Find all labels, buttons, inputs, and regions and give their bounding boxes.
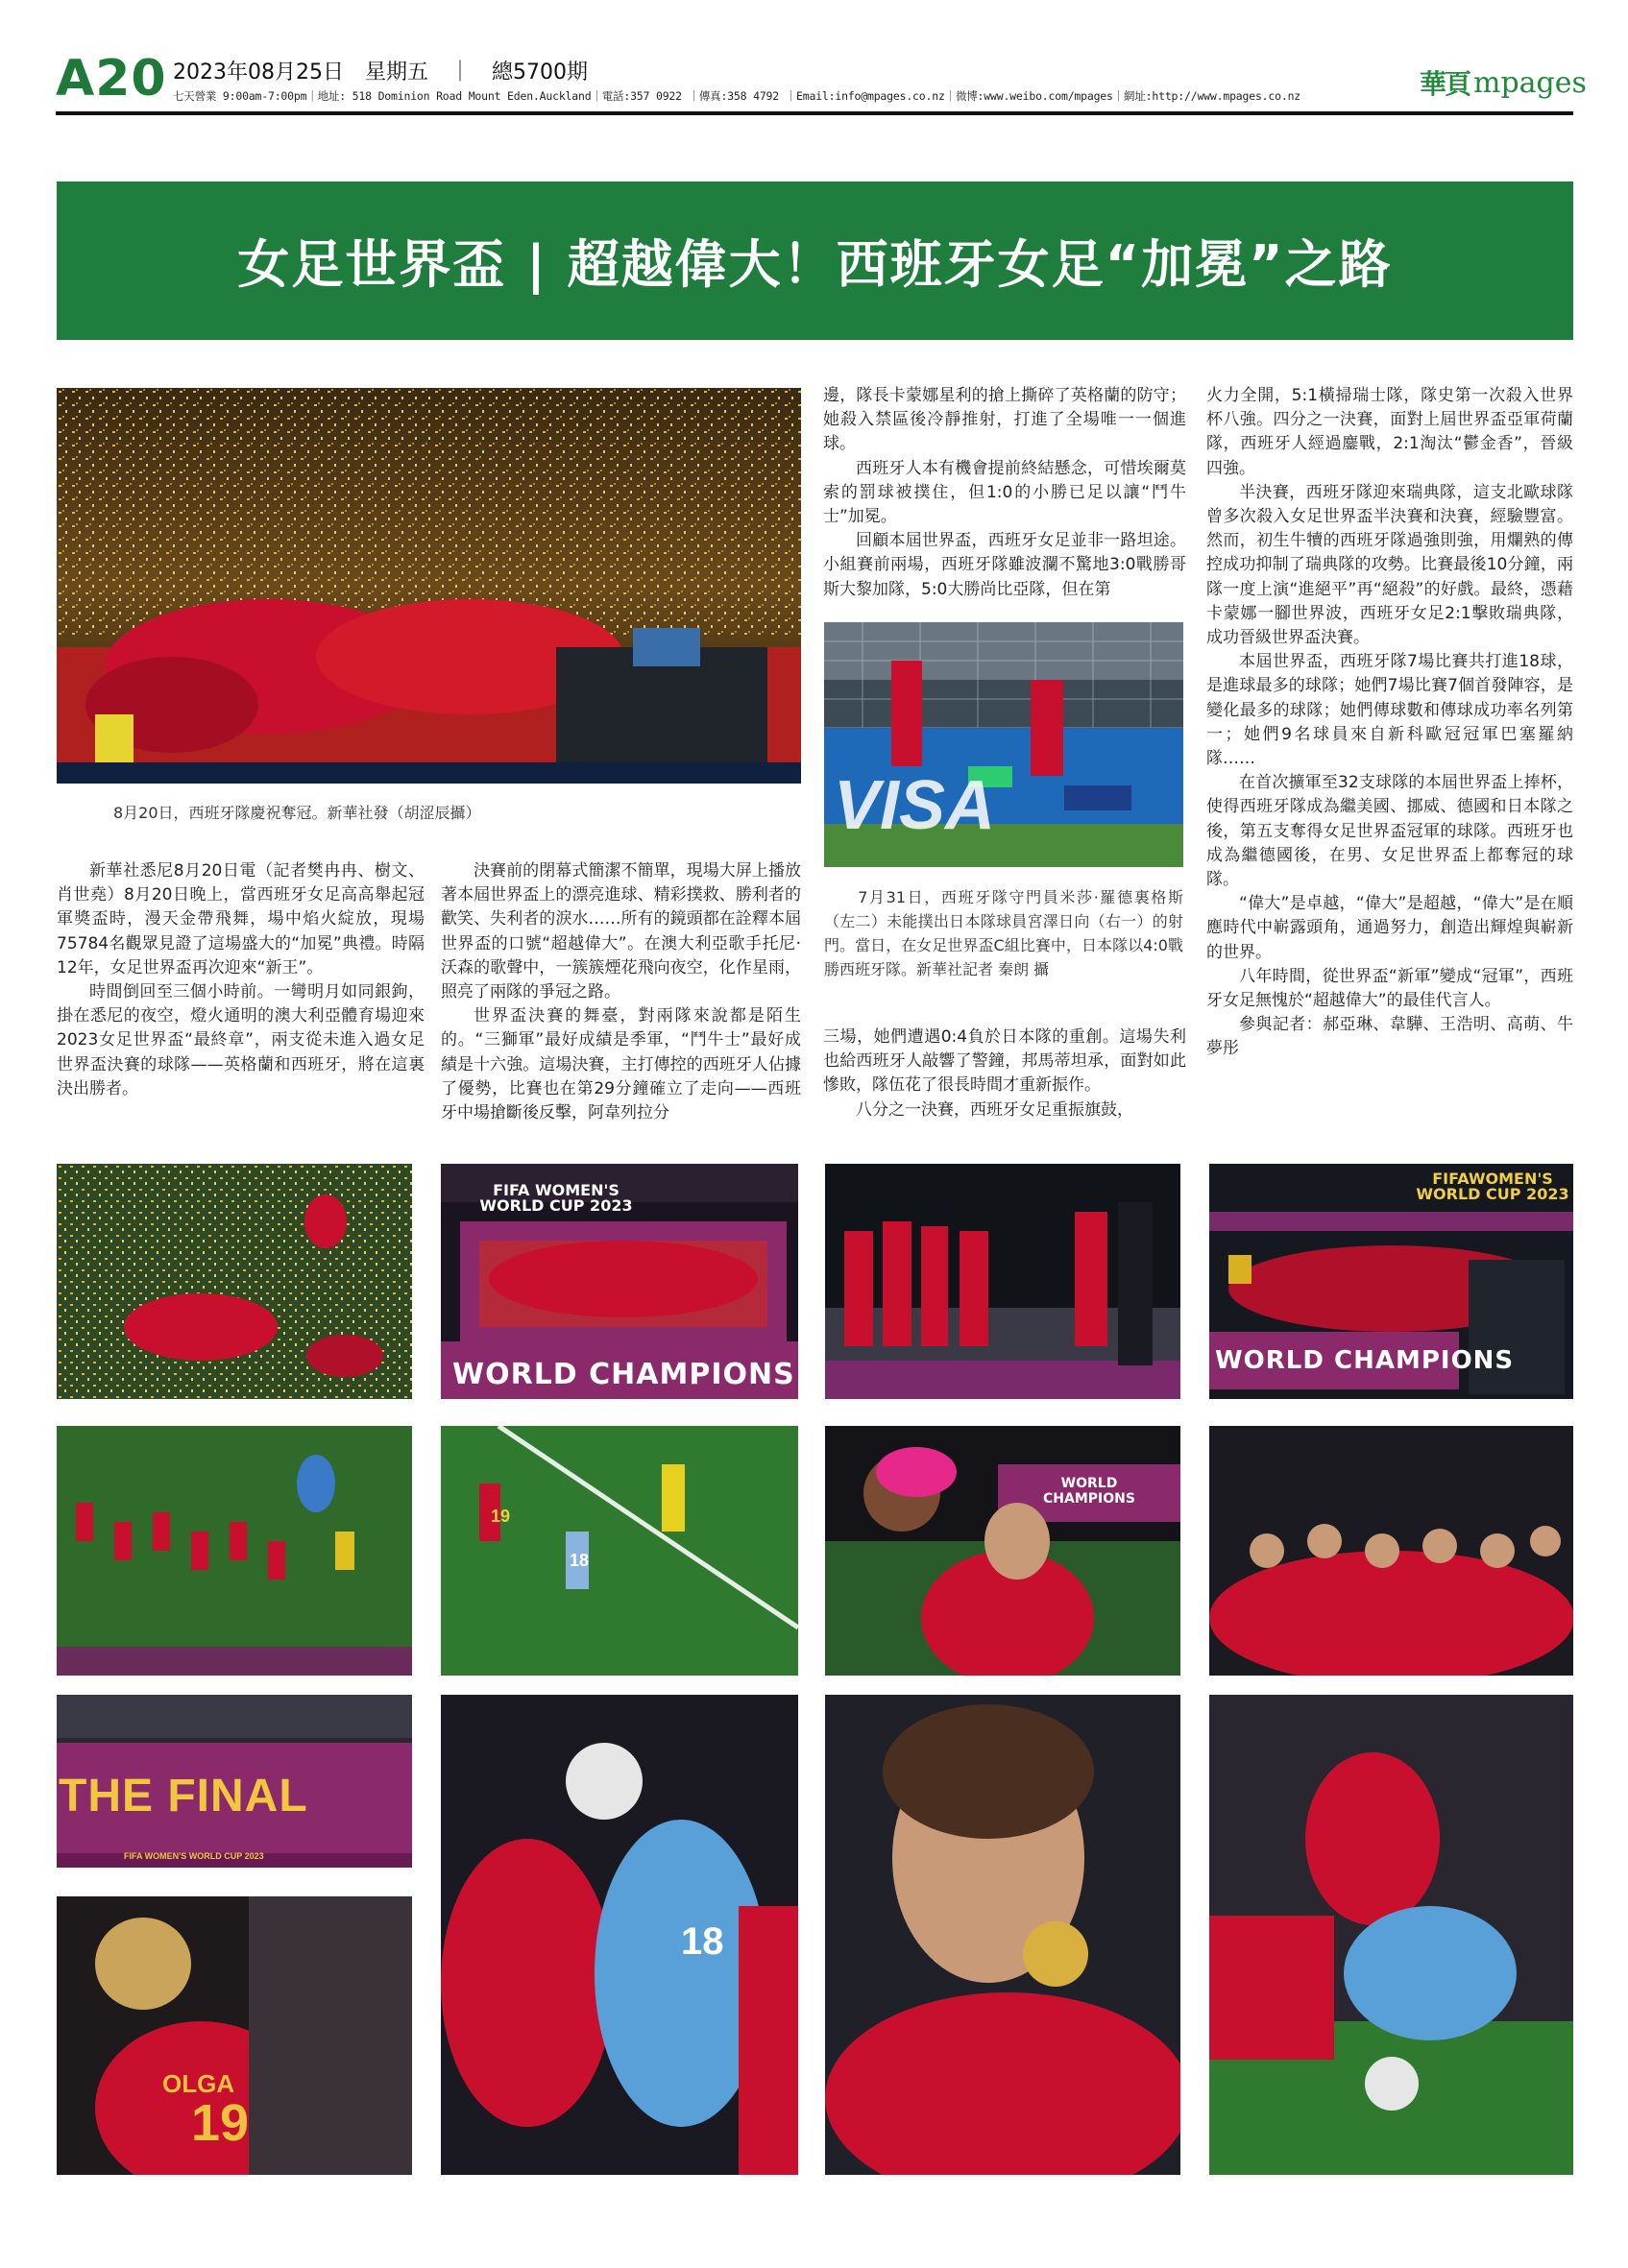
issue-date-line: 2023年08月25日 星期五 ｜ 總5700期 xyxy=(173,60,588,84)
paragraph: 三場，她們遭遇0:4負於日本隊的重創。這場失利也給西班牙人敲響了警鐘，邦馬蒂坦承，面對如此慘敗，隊伍花了很長時間才重新振作。 xyxy=(823,1027,1186,1096)
photo-olga-carmona xyxy=(57,1896,412,2175)
page-number: A20 xyxy=(56,50,167,108)
photo-the-final-board xyxy=(57,1695,412,1868)
paragraph: 火力全開，5:1橫掃瑞士隊，隊史第一次殺入世界杯八強。四分之一決賽，面對上屆世界盃亞軍荷蘭隊，西班牙人經過鏖戰，2:1淘汰“鬱金香”，晉級四強。 xyxy=(1206,386,1573,478)
paragraph: 八分之一決賽，西班牙女足重振旗鼓， xyxy=(856,1099,1133,1120)
photo-confetti-field xyxy=(57,1164,412,1399)
article-column-3-top xyxy=(823,384,1186,605)
the-final-subtext: FIFA WOMEN'S WORLD CUP 2023 xyxy=(124,1851,264,1861)
paragraph: 本屆世界盃，西班牙隊7場比賽共打進18球，是進球最多的球隊；她們7場比賽7個首發陣容，是變化最多的球隊；她們傳球數和傳球成功率名列第一；她們9名球員來自新科歐冠冠軍巴塞羅納隊…… xyxy=(1206,652,1573,769)
article-column-3-bottom xyxy=(823,1025,1186,1141)
main-photo-caption: 8月20日，西班牙隊慶祝奪冠。新華社發（胡涩辰攝） xyxy=(113,804,481,822)
world-champions-board: WORLD CHAMPIONS xyxy=(1215,1346,1515,1375)
paragraph: 世界盃決賽的舞臺，對兩隊來說都是陌生的。“三獅軍”最好成績是季軍，“鬥牛士”最好成績是十六強。這場決賽，主打傳控的西班牙人佔據了優勢，比賽也在第29分鐘確立了走向——西班牙中場搶斷後反擊，阿韋列拉分 xyxy=(441,1006,801,1123)
world-champions-board: WORLD CHAMPIONS xyxy=(1043,1476,1135,1507)
paragraph: 時間倒回至三個小時前。一彎明月如同銀鉤，掛在悉尼的夜空，燈火通明的澳大利亞體育場迎來2023女足世界盃“最終章”，兩支從未進入過女足世界盃決賽的球隊——英格蘭和西班牙，將在這裏決出勝者。 xyxy=(57,982,425,1098)
shirt-number: 18 xyxy=(681,1920,724,1963)
fifa-wwc-logo-text: FIFA WOMEN'S WORLD CUP 2023 xyxy=(479,1181,633,1215)
visa-board-text: VISA xyxy=(834,767,996,844)
paragraph: 西班牙人本有機會提前終結懸念，可惜埃爾莫索的罰球被撲住，但1:0的小勝已足以讓“鬥牛士”加冕。 xyxy=(823,458,1186,527)
photo-players-celebrate-stage xyxy=(825,1164,1180,1399)
logo-cjk-text: 華頁 xyxy=(1420,68,1470,100)
match-photo-japan-goal xyxy=(824,622,1183,867)
paragraph: 在首次擴軍至32支球隊的本屆世界盃上捧杯，使得西班牙隊成為繼美國、挪威、德國和日本隊之後，第五支奪得女足世界盃冠軍的球隊。西班牙也成為繼德國後，在男、女足世界盃上都奪冠的球隊。 xyxy=(1206,773,1573,890)
reporters-credit: 參與記者：郝亞琳、韋驊、王浩明、高萌、牛夢彤 xyxy=(1206,1015,1573,1059)
paragraph: 邊，隊長卡蒙娜星利的搶上撕碎了英格蘭的防守；她殺入禁區後冷靜推射，打進了全場唯一一個進球。 xyxy=(823,386,1186,454)
shirt-number: 19 xyxy=(191,2094,250,2152)
photo-selfie xyxy=(825,1426,1180,1676)
paragraph: “偉大”是卓越，“偉大”是超越，“偉大”是在順應時代中嶄露頭角，通過努力，創造出輝煌與嶄新的世界。 xyxy=(1206,894,1573,962)
match-photo-caption: 7月31日，西班牙隊守門員米莎·羅德裏格斯（左二）未能撲出日本隊球員宮澤日向（右一）的射門。當日，在女足世界盃C組比賽中，日本隊以4:0戰勝西班牙隊。新華社記者 秦朗 攝 xyxy=(824,888,1183,978)
the-final-text: THE FINAL xyxy=(59,1771,308,1822)
shirt-name: OLGA xyxy=(162,2069,235,2098)
mpages-logo[interactable] xyxy=(1420,63,1587,102)
world-champions-board: WORLD CHAMPIONS xyxy=(452,1358,795,1391)
paragraph: 決賽前的閉幕式簡潔不簡單，現場大屏上播放著本屆世界盃上的漂亮進球、精彩撲救、勝利者的歡笑、失利者的淚水……所有的鏡頭都在詮釋本屆世界盃的口號“超越偉大”。在澳大利亞歌手托尼·沃森的歌聲中，一簇簇煙花飛向夜空，化作星雨，照亮了兩隊的爭冠之路。 xyxy=(441,861,801,1002)
logo-en-text: mpages xyxy=(1473,65,1587,100)
contact-info-line: 七天營業 9:00am-7:00pm｜地址: 518 Dominion Road Mount Eden.Auckland｜電話:357 0922 ｜傳真:358 4792 ｜Email:info@mpages.co.nz｜微博:www.weibo.com/mpages｜網址:http://www.mpages.co.nz xyxy=(173,89,1301,103)
shirt-number: 18 xyxy=(570,1551,590,1570)
photo-tackle xyxy=(1209,1695,1573,2175)
paragraph: 八年時間，從世界盃“新軍”變成“冠軍”，西班牙女足無愧於“超越偉大”的最佳代言人。 xyxy=(1206,966,1573,1011)
fifa-wwc-logo-text: FIFAWOMEN'S WORLD CUP 2023 xyxy=(1416,1170,1569,1203)
paragraph: 半決賽，西班牙隊迎來瑞典隊，這支北歐球隊曾多次殺入女足世界盃半決賽和決賽，經驗豐富。然而，初生牛犢的西班牙隊過強則強，用爛熟的傳控成功抑制了瑞典隊的攻勢。比賽最後10分鐘，兩隊一度上演“進絕平”再“絕殺”的好戲。最終，憑藉卡蒙娜一腳世界波，西班牙女足2:1擊敗瑞典隊，成功晉級世界盃決賽。 xyxy=(1206,482,1573,648)
photo-trophy-stage xyxy=(441,1164,798,1399)
shirt-number: 19 xyxy=(491,1507,511,1526)
article-column-4 xyxy=(1206,384,1573,1143)
article-column-2 xyxy=(441,859,801,1138)
paragraph: 新華社悉尼8月20日電（記者樊冉冉、樹文、肖世堯）8月20日晚上，當西班牙女足高高舉起冠軍獎盃時，漫天金帶飛舞，場中焰火綻放，現場75784名觀眾見證了這場盛大的“加冕”典禮。時隔12年，女足世界盃再次迎來“新王”。 xyxy=(57,861,425,977)
paragraph: 回顧本屆世界盃，西班牙女足並非一路坦途。小組賽前兩場，西班牙隊雖波瀾不驚地3:0戰勝哥斯大黎加隊，5:0大勝尚比亞隊，但在第 xyxy=(823,531,1186,599)
header-rule xyxy=(56,111,1573,115)
photo-team-trophy-lift xyxy=(1209,1164,1573,1399)
headline-banner xyxy=(57,181,1573,340)
photo-team-walk-pitch xyxy=(57,1426,412,1676)
headline: 女足世界盃 | 超越偉大！西班牙女足“加冕”之路 xyxy=(237,234,1393,295)
photo-goal-strike xyxy=(441,1426,798,1676)
main-photo-celebration xyxy=(57,388,801,784)
photo-header-duel xyxy=(441,1695,798,2175)
photo-medal-kiss xyxy=(825,1695,1180,2175)
photo-crowd-celebration xyxy=(1209,1426,1573,1676)
article-column-1 xyxy=(57,859,425,1138)
